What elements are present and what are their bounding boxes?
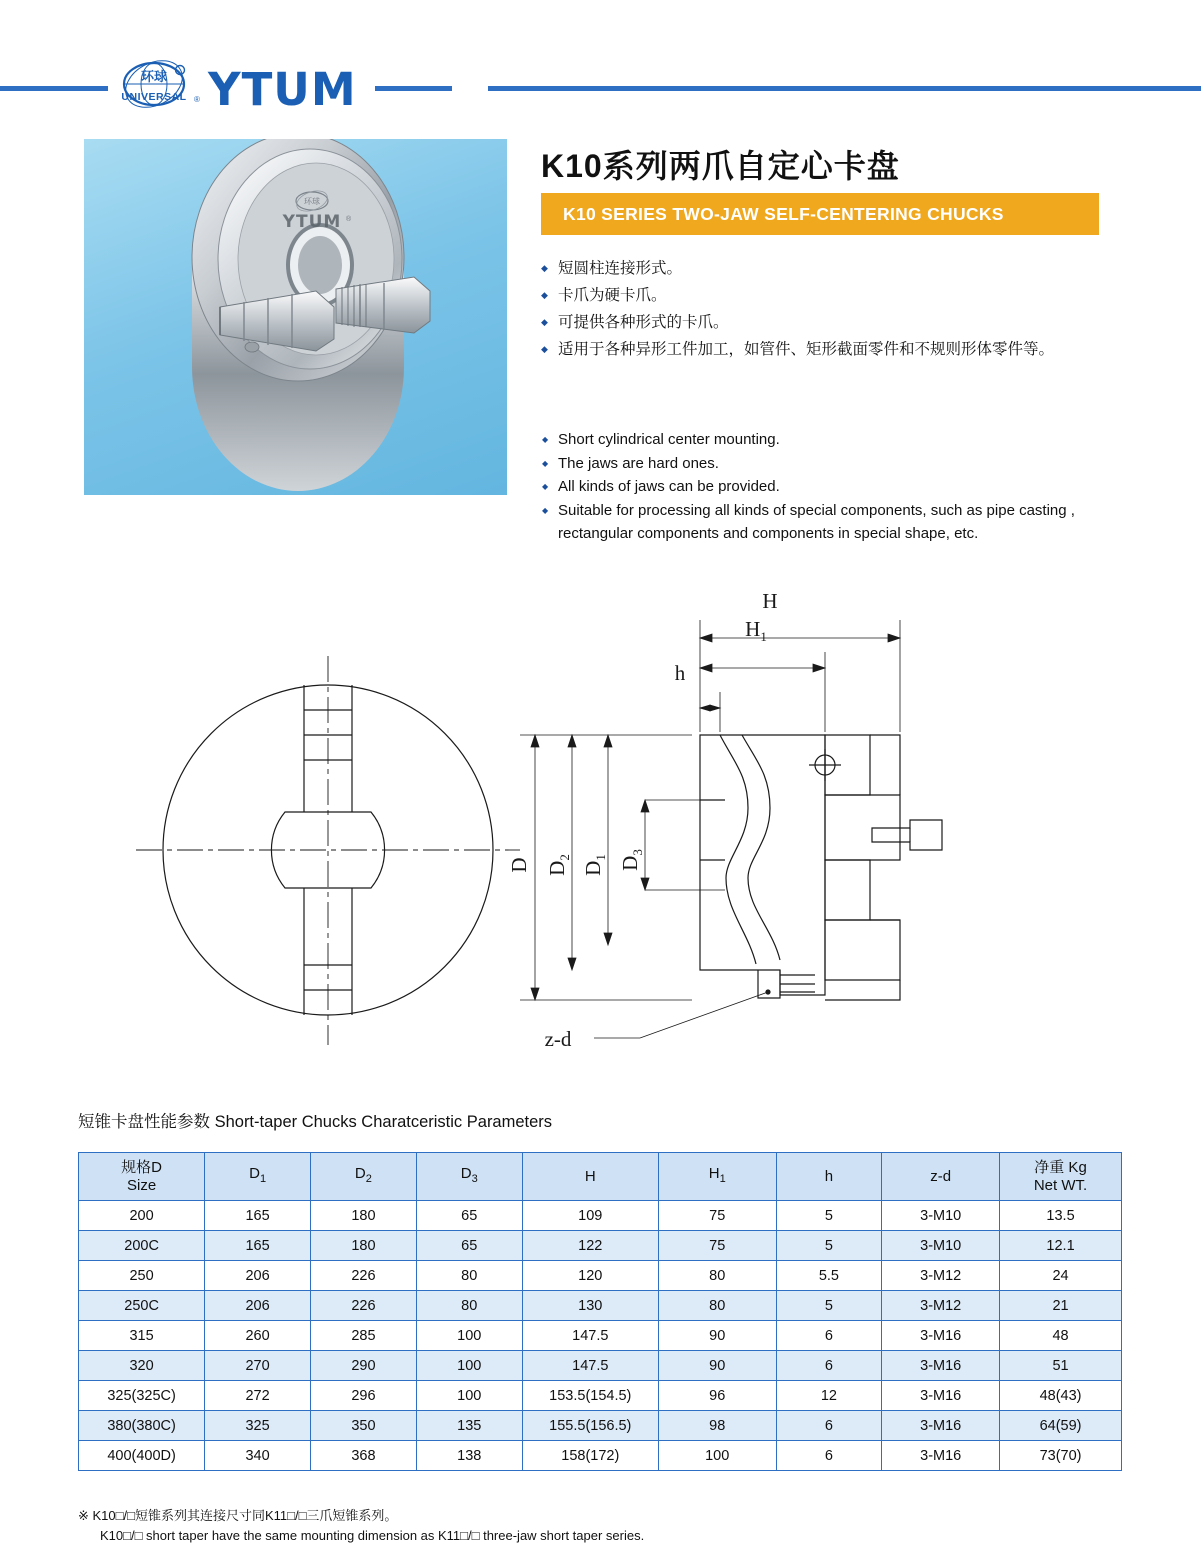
cell-d3: 100 [416, 1351, 522, 1381]
drawing-label-D: D [507, 857, 531, 873]
cell-d1: 270 [205, 1351, 311, 1381]
product-photo [84, 139, 507, 495]
drawing-label-D3: $D_3$ [618, 849, 645, 871]
cell-weight: 73(70) [1000, 1441, 1122, 1471]
cell-size: 250C [79, 1291, 205, 1321]
table-caption: 短锥卡盘性能参数 Short-taper Chucks Charatceristic Parameters [78, 1113, 553, 1131]
cell-size: 320 [79, 1351, 205, 1381]
cell-d1: 165 [205, 1201, 311, 1231]
svg-text:YTUM: YTUM [282, 212, 342, 232]
th-h: H [522, 1153, 658, 1201]
cell-d2: 285 [311, 1321, 417, 1351]
cell-d3: 80 [416, 1291, 522, 1321]
table-row [79, 1261, 1122, 1291]
th-size-en: Size [126, 1176, 157, 1194]
cell-d1: 340 [205, 1441, 311, 1471]
drawing-label-D1: $D_1$ [581, 854, 608, 876]
cell-h: 122 [522, 1231, 658, 1261]
table-row [79, 1351, 1122, 1381]
th-h-small: h [776, 1153, 882, 1201]
cell-zd: 3-M16 [882, 1441, 1000, 1471]
th-d3 [416, 1153, 522, 1201]
cell-d2: 296 [311, 1381, 417, 1411]
table-header-row [79, 1153, 1122, 1201]
svg-text:UNIVERSAL: UNIVERSAL [121, 91, 187, 103]
cell-size: 200C [79, 1231, 205, 1261]
feature-en-item: ◆ All kinds of jaws can be provided. [541, 475, 1106, 499]
cell-d2: 180 [311, 1201, 417, 1231]
cell-h1: 90 [658, 1351, 776, 1381]
th-weight-cn: 净重 Kg [1034, 1158, 1087, 1176]
cell-h: 158(172) [522, 1441, 658, 1471]
drawing-label-h: h [674, 661, 686, 685]
cell-hsmall: 5 [776, 1231, 882, 1261]
cell-h: 130 [522, 1291, 658, 1321]
cell-h1: 75 [658, 1201, 776, 1231]
universal-globe-icon [108, 60, 200, 118]
features-en [541, 428, 1106, 546]
drawing-label-H1: $H_1$ [745, 617, 767, 644]
cell-d1: 272 [205, 1381, 311, 1411]
cell-zd: 3-M10 [882, 1201, 1000, 1231]
cell-d1: 260 [205, 1321, 311, 1351]
cell-hsmall: 12 [776, 1381, 882, 1411]
brand-wordmark: YTUM [208, 62, 357, 116]
product-title-cn: K10系列两爪自定心卡盘 [541, 148, 900, 184]
cell-weight: 24 [1000, 1261, 1122, 1291]
cell-size: 380(380C) [79, 1411, 205, 1441]
svg-text:®: ® [346, 216, 352, 223]
cell-d2: 226 [311, 1261, 417, 1291]
th-d1-base: D [249, 1165, 260, 1182]
cell-size: 325(325C) [79, 1381, 205, 1411]
cell-d3: 65 [416, 1231, 522, 1261]
cell-d1: 206 [205, 1291, 311, 1321]
cell-weight: 48 [1000, 1321, 1122, 1351]
table-row [79, 1231, 1122, 1261]
cell-zd: 3-M16 [882, 1381, 1000, 1411]
cell-hsmall: 5.5 [776, 1261, 882, 1291]
footnote [78, 1506, 1128, 1546]
table-row [79, 1381, 1122, 1411]
cell-zd: 3-M16 [882, 1321, 1000, 1351]
cell-zd: 3-M10 [882, 1231, 1000, 1261]
cell-d3: 138 [416, 1441, 522, 1471]
cell-h: 120 [522, 1261, 658, 1291]
table-row [79, 1321, 1122, 1351]
cell-weight: 12.1 [1000, 1231, 1122, 1261]
cell-d2: 290 [311, 1351, 417, 1381]
cell-d1: 165 [205, 1231, 311, 1261]
th-h1 [658, 1153, 776, 1201]
cell-d1: 325 [205, 1411, 311, 1441]
cell-d2: 226 [311, 1291, 417, 1321]
cell-d2: 368 [311, 1441, 417, 1471]
svg-text:环球: 环球 [140, 70, 168, 85]
feature-en-item: ◆ Suitable for processing all kinds of special components, such as pipe casting , rectangular components and components in special shape, etc. [541, 499, 1106, 546]
cell-d1: 206 [205, 1261, 311, 1291]
cell-d3: 65 [416, 1201, 522, 1231]
technical-drawing [80, 560, 1120, 1100]
svg-text:环球: 环球 [304, 197, 320, 206]
cell-hsmall: 5 [776, 1291, 882, 1321]
th-d2-base: D [354, 1165, 366, 1182]
feature-cn-item: ◆ 可提供各种形式的卡爪。 [541, 309, 1101, 336]
cell-h: 147.5 [522, 1351, 658, 1381]
drawing-label-D2: $D_2$ [545, 854, 572, 876]
th-size-cn: 规格D [121, 1158, 162, 1176]
cell-hsmall: 6 [776, 1441, 882, 1471]
cell-zd: 3-M12 [882, 1261, 1000, 1291]
table-row [79, 1441, 1122, 1471]
th-weight [1000, 1153, 1122, 1201]
cell-d3: 100 [416, 1321, 522, 1351]
cell-h1: 80 [658, 1291, 776, 1321]
table-row [79, 1201, 1122, 1231]
brand-logo [108, 58, 375, 120]
cell-weight: 21 [1000, 1291, 1122, 1321]
th-size [79, 1153, 205, 1201]
parameters-table [78, 1152, 1122, 1471]
th-d1 [205, 1153, 311, 1201]
cell-d3: 135 [416, 1411, 522, 1441]
cell-hsmall: 6 [776, 1321, 882, 1351]
footnote-line-cn: ※ K10□/□短锥系列其连接尺寸同K11□/□三爪短锥系列。 [78, 1508, 398, 1523]
header-rule-gap [452, 86, 488, 91]
th-d2 [311, 1153, 417, 1201]
drawing-label-H: H [762, 589, 778, 613]
page-header [0, 58, 1201, 120]
feature-en-item: ◆ Short cylindrical center mounting. [541, 428, 1106, 452]
cell-d2: 350 [311, 1411, 417, 1441]
drawing-label-zd: z-d [544, 1027, 572, 1051]
th-d3-base: D [460, 1165, 472, 1182]
feature-cn-item: ◆ 适用于各种异形工件加工，如管件、矩形截面零件和不规则形体零件等。 [541, 336, 1101, 363]
cell-h1: 100 [658, 1441, 776, 1471]
cell-h1: 90 [658, 1321, 776, 1351]
th-h1-base: H [708, 1165, 720, 1182]
cell-size: 250 [79, 1261, 205, 1291]
cell-d3: 80 [416, 1261, 522, 1291]
th-d3-sub: 3 [471, 1173, 478, 1185]
cell-size: 200 [79, 1201, 205, 1231]
cell-weight: 51 [1000, 1351, 1122, 1381]
th-d1-sub: 1 [259, 1173, 267, 1185]
table-row [79, 1291, 1122, 1321]
feature-cn-item: ◆ 卡爪为硬卡爪。 [541, 282, 1101, 309]
cell-h: 147.5 [522, 1321, 658, 1351]
cell-size: 400(400D) [79, 1441, 205, 1471]
cell-d3: 100 [416, 1381, 522, 1411]
cell-zd: 3-M16 [882, 1411, 1000, 1441]
features-cn [541, 255, 1101, 363]
cell-zd: 3-M16 [882, 1351, 1000, 1381]
th-weight-en: Net WT. [1033, 1176, 1088, 1194]
table-row [79, 1411, 1122, 1441]
cell-h: 109 [522, 1201, 658, 1231]
cell-h1: 96 [658, 1381, 776, 1411]
cell-h1: 75 [658, 1231, 776, 1261]
product-title-en: K10 SERIES TWO-JAW SELF-CENTERING CHUCKS [563, 204, 1004, 224]
cell-hsmall: 5 [776, 1201, 882, 1231]
feature-en-item: ◆ The jaws are hard ones. [541, 452, 1106, 476]
th-h1-sub: 1 [719, 1173, 726, 1185]
cell-h1: 80 [658, 1261, 776, 1291]
th-d2-sub: 2 [365, 1173, 372, 1185]
svg-text:®: ® [194, 95, 200, 104]
cell-weight: 48(43) [1000, 1381, 1122, 1411]
feature-cn-item: ◆ 短圆柱连接形式。 [541, 255, 1101, 282]
cell-size: 315 [79, 1321, 205, 1351]
th-zd: z-d [882, 1153, 1000, 1201]
cell-h1: 98 [658, 1411, 776, 1441]
cell-h: 153.5(154.5) [522, 1381, 658, 1411]
cell-weight: 64(59) [1000, 1411, 1122, 1441]
cell-hsmall: 6 [776, 1411, 882, 1441]
cell-h: 155.5(156.5) [522, 1411, 658, 1441]
cell-hsmall: 6 [776, 1351, 882, 1381]
cell-zd: 3-M12 [882, 1291, 1000, 1321]
cell-weight: 13.5 [1000, 1201, 1122, 1231]
cell-d2: 180 [311, 1231, 417, 1261]
footnote-line-en: K10□/□ short taper have the same mounting dimension as K11□/□ three-jaw short taper series. [100, 1528, 645, 1543]
